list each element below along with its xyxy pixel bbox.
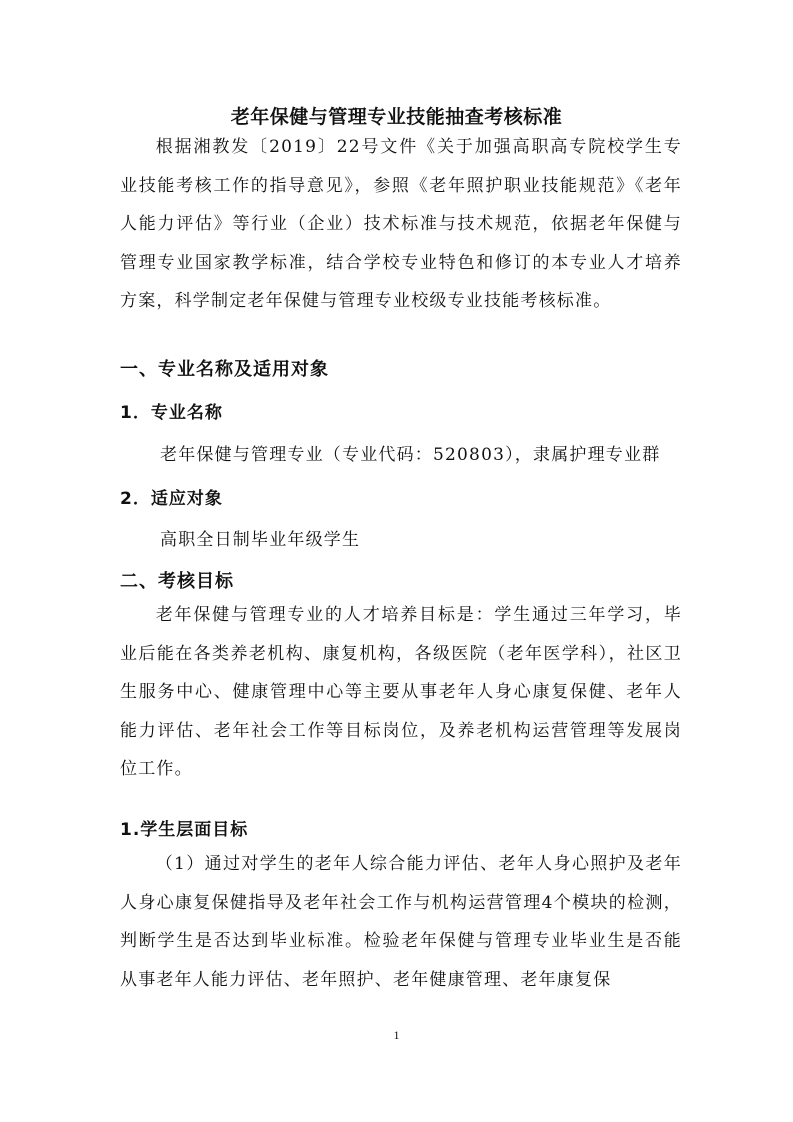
section2-sub1-paragraph: （1）通过对学生的老年人综合能力评估、老年人身心照护及老年人身心康复保健指导及老年社会工作与机构运营管理4个模块的检测，判断学生是否达到毕业标准。检验老年保健与管理专业毕业生是否能从事老年人能力评估、老年照护、老年健康管理、老年康复保 bbox=[120, 854, 682, 990]
section2-sub1-heading: 1.学生层面目标 bbox=[120, 820, 249, 840]
section2-heading: 二、考核目标 bbox=[120, 571, 234, 592]
section2-paragraph: 老年保健与管理专业的人才培养目标是：学生通过三年学习，毕业后能在各类养老机构、康复机构，各级医院（老年医学科），社区卫生服务中心、健康管理中心等主要从事老年人身心康复保健、老年人能力评估、老年社会工作等目标岗位，及养老机构运营管理等发展岗位工作。 bbox=[120, 605, 682, 779]
intro-paragraph: 根据湘教发〔2019〕22号文件《关于加强高职高专院校学生专业技能考核工作的指导意见》，参照《老年照护职业技能规范》《老年人能力评估》等行业（企业）技术标准与技术规范，依据老年保健与管理专业国家教学标准，结合学校专业特色和修订的本专业人才培养方案，科学制定老年保健与管理专业校级专业技能考核标准。 bbox=[120, 137, 682, 311]
section1-sub1-text: 老年保健与管理专业（专业代码：520803），隶属护理专业群 bbox=[160, 445, 661, 465]
page-number: 1 bbox=[393, 1028, 400, 1042]
section1-sub1-heading: 1．专业名称 bbox=[120, 403, 223, 423]
section1-heading: 一、专业名称及适用对象 bbox=[120, 359, 329, 380]
document-title: 老年保健与管理专业技能抽查考核标准 bbox=[230, 106, 563, 128]
section1-sub2-text: 高职全日制毕业年级学生 bbox=[160, 530, 361, 550]
section1-sub2-heading: 2．适应对象 bbox=[120, 489, 223, 509]
